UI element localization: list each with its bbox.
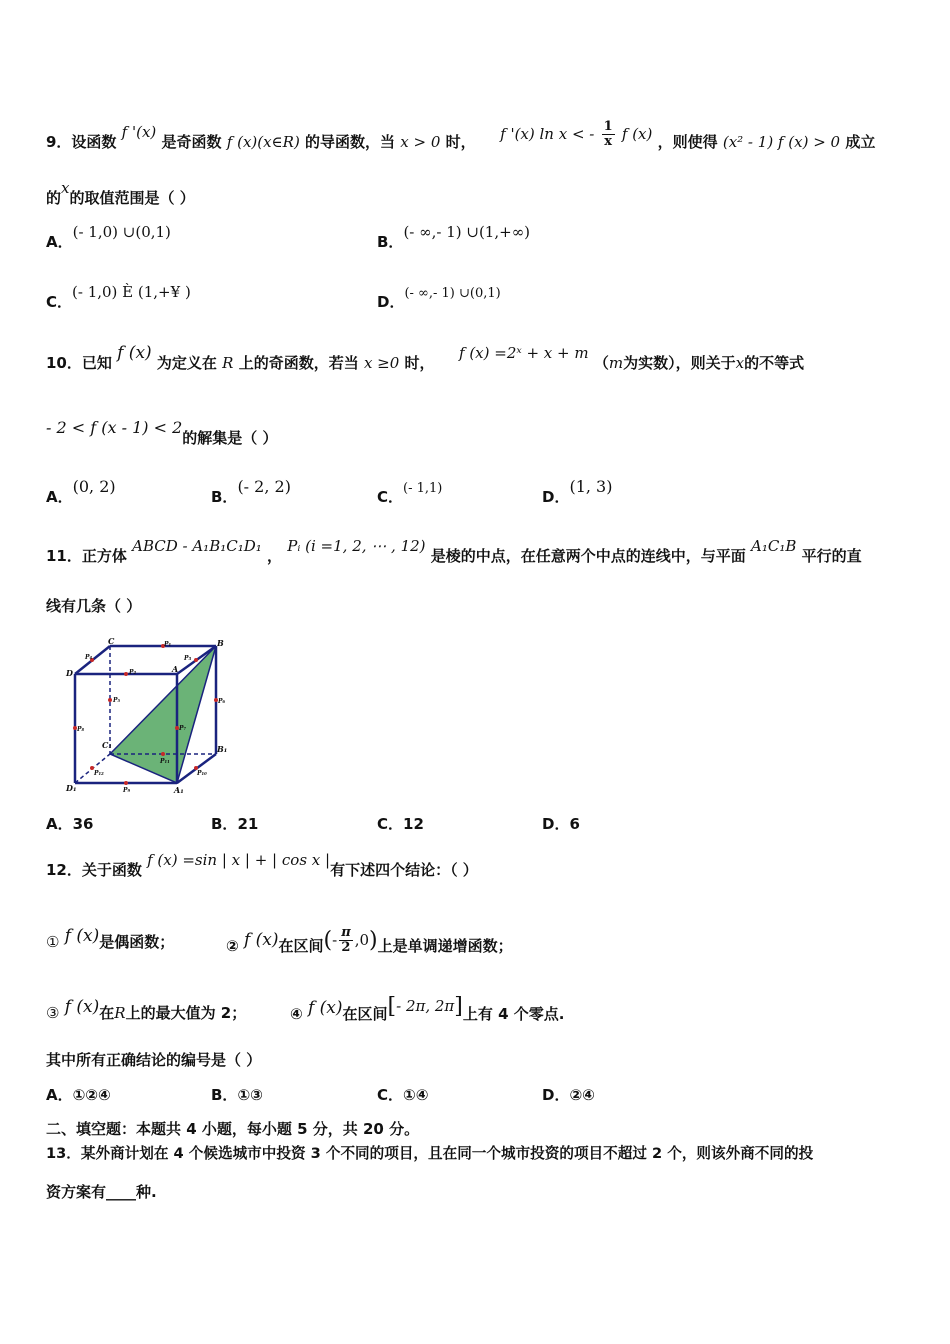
q11-option-c[interactable]: C．12 [377, 815, 424, 833]
q13-line1: 13．某外商计划在 4 个候选城市中投资 3 个不同的项目，且在同一个城市投资的项目不超过 2 个，则该外商不同的投 [46, 1145, 814, 1162]
q9-line2: 的x的取值范围是（ ） [46, 179, 195, 207]
point-p11 [161, 752, 165, 756]
q12-ask: 其中所有正确结论的编号是（ ） [46, 1051, 262, 1069]
q9-fraction: $\frac{1}{x}$ [603, 119, 613, 149]
label-p3: P₃ [184, 655, 192, 662]
label-d: D [66, 668, 73, 678]
label-p6: P₆ [218, 698, 226, 705]
label-p10: P₁₀ [197, 770, 207, 777]
q9-option-a[interactable]: A．(- 1,0) ∪(0,1) [46, 223, 171, 251]
label-c1: C₁ [102, 740, 112, 750]
q13-line2: 资方案有____种. [46, 1183, 157, 1201]
q11-line1: 11．正方体 ABCD - A₁B₁C₁D₁ ， Pᵢ (i =1, 2, ⋯ , 12) 是棱的中点，在任意两个中点的连线中，与平面 A₁C₁B 平行的直 [46, 537, 862, 565]
label-d1: D₁ [66, 783, 77, 793]
label-p5: P₅ [113, 697, 121, 704]
q12-option-a[interactable]: A．①②④ [46, 1086, 111, 1104]
q12-option-c[interactable]: C．①④ [377, 1086, 429, 1104]
point-p5 [108, 698, 112, 702]
q9-option-b[interactable]: B．(- ∞,- 1) ∪(1,+∞) [377, 223, 531, 251]
label-p12: P₁₂ [94, 770, 104, 777]
q10-option-b[interactable]: B．(- 2, 2) [211, 477, 291, 506]
q10-line1: 10．已知 f (x) 为定义在 R 上的奇函数，若当 x ≥0 时， f (x) =2ˣ + x + m （m为实数），则关于x的不等式 [46, 343, 805, 372]
q12-pi-half: $\frac{\pi}{2}$ [341, 925, 351, 955]
q12-option-b[interactable]: B．①③ [211, 1086, 263, 1104]
label-a: A [172, 664, 179, 674]
label-p11: P₁₁ [160, 758, 170, 765]
q12-statement-4: ④ f (x)在区间[- 2π, 2π]上有 4 个零点. [290, 994, 565, 1023]
q12-line1: 12．关于函数 f (x) =sin | x | + | cos x |有下述四个结论：（ ） [46, 851, 478, 879]
q9-option-d[interactable]: D．(- ∞,- 1) ∪(0,1) [377, 286, 501, 311]
q12-statement-3: ③ f (x)在R上的最大值为 2； [46, 997, 247, 1022]
q11-option-a[interactable]: A．36 [46, 815, 94, 833]
cube-figure [60, 638, 240, 798]
q12-statement-1: ① f (x)是偶函数； [46, 926, 175, 951]
label-b1: B₁ [217, 744, 228, 754]
label-b: B [217, 638, 224, 648]
q12-statement-2: ② f (x)在区间(- $\frac{\pi}{2}$ ,0)上是单调递增函数； [226, 925, 513, 955]
point-p2 [124, 672, 128, 676]
point-p9 [124, 781, 128, 785]
label-p2: P₂ [129, 669, 137, 676]
section-2-heading: 二、填空题：本题共 4 小题，每小题 5 分，共 20 分。 [46, 1120, 420, 1138]
q10-option-a[interactable]: A．(0, 2) [46, 477, 116, 506]
point-p3 [194, 658, 198, 662]
q9-line1: 9．设函数 f '(x) 是奇函数 f (x)(x∈R) 的导函数，当 x > 0 时， f '(x) ln x < - $\frac{1}{x}$ f (x) ，则使得 (x² - 1) f (x) > 0 成立 [46, 119, 876, 151]
q11-option-d[interactable]: D．6 [542, 815, 580, 833]
label-p1: P₁ [164, 641, 172, 648]
label-p9: P₉ [123, 787, 131, 794]
label-p8: P₈ [77, 726, 85, 733]
label-a1: A₁ [174, 785, 184, 795]
q9-option-c[interactable]: C．(- 1,0) È (1,+¥ ) [46, 283, 191, 311]
label-c: C [108, 638, 115, 646]
q12-option-d[interactable]: D．②④ [542, 1086, 595, 1104]
q10-option-d[interactable]: D．(1, 3) [542, 477, 613, 506]
q11-option-b[interactable]: B．21 [211, 815, 259, 833]
q10-line2: - 2 < f (x - 1) < 2的解集是（ ） [46, 418, 278, 447]
q11-line2: 线有几条（ ） [46, 597, 142, 615]
label-p4: P₄ [85, 654, 93, 661]
q10-option-c[interactable]: C．(- 1,1) [377, 481, 443, 506]
label-p7: P₇ [179, 725, 187, 732]
